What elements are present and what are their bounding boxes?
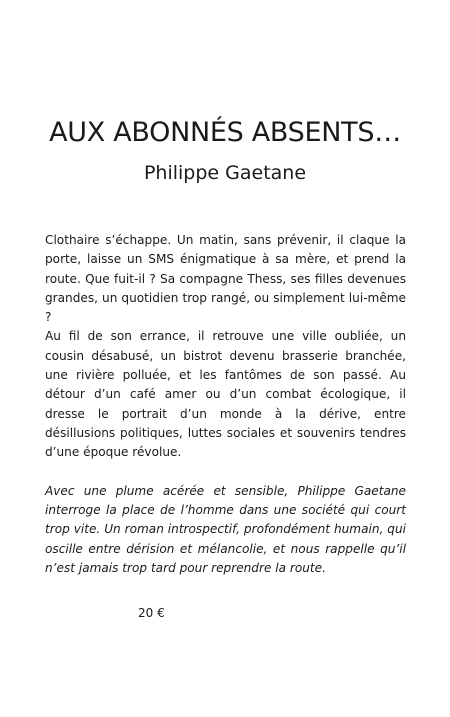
book-title: AUX ABONNÉS ABSENTS… xyxy=(49,117,401,148)
book-price: 20 € xyxy=(138,606,165,620)
blurb-paragraph: Clothaire s’échappe. Un matin, sans prévenir, il claque la porte, laisse un SMS énigmatique à sa mère, et prend la route. Que fuit-il ? Sa compagne Thess, ses filles devenues grandes, un quotidien trop rangé, ou simplement lui-même ? xyxy=(45,233,406,325)
book-author: Philippe Gaetane xyxy=(143,162,307,184)
book-blurb xyxy=(45,231,406,578)
blurb-paragraph: Au fil de son errance, il retrouve une ville oubliée, un cousin désabusé, un bistrot devenu brasserie branchée, une rivière polluée, et les fantômes de son passé. Au détour d’un café amer ou d’un combat écologique, il dresse le portrait d’un monde à la dérive, entre désillusions politiques, luttes sociales et souvenirs tendres d’une époque révolue. xyxy=(45,329,406,460)
blurb-quote: Avec une plume acérée et sensible, Philippe Gaetane interroge la place de l’homme dans une société qui court trop vite. Un roman introspectif, profondément humain, qui oscille entre dérision et mélancolie, et nous rappelle qu’il n’est jamais trop tard pour reprendre la route. xyxy=(45,483,406,576)
